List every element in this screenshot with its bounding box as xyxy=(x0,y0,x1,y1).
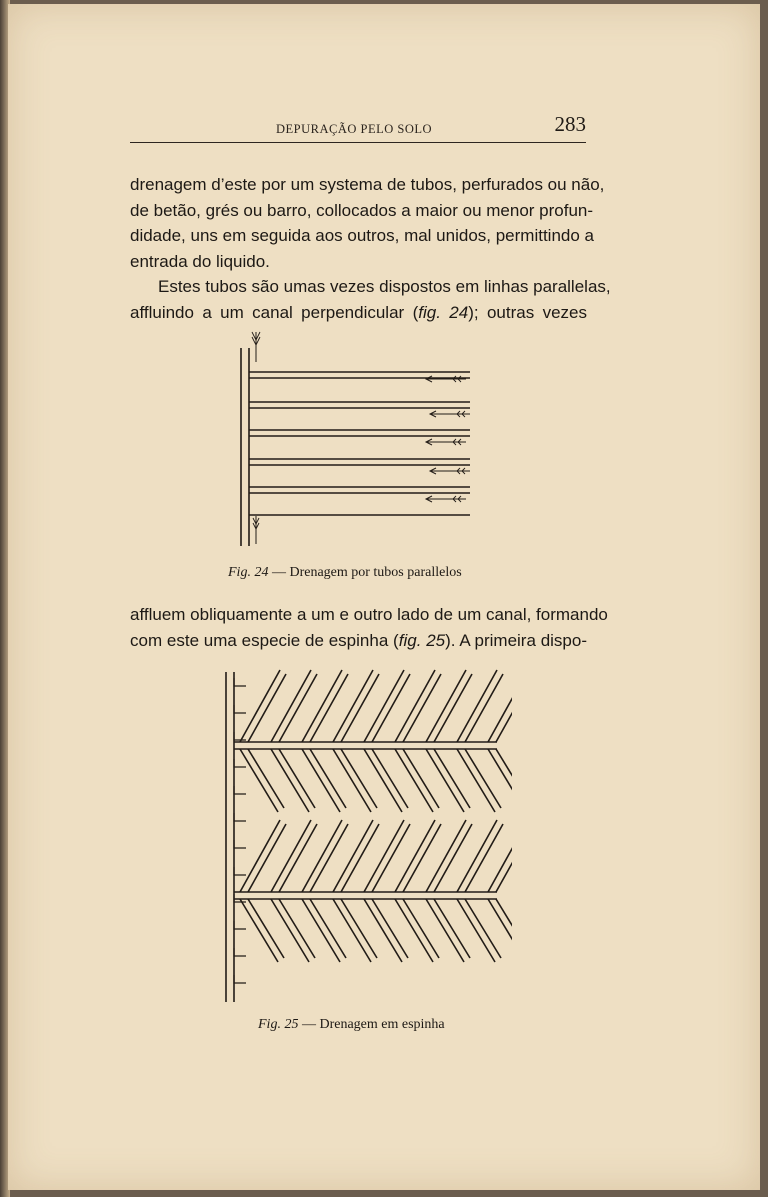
branch-drain-up xyxy=(240,820,280,892)
branch-drain-down xyxy=(465,899,501,958)
branch-drain-up xyxy=(403,674,441,742)
branch-drain-up xyxy=(496,674,512,742)
paragraph-1 xyxy=(130,172,611,326)
branch-drain-down xyxy=(341,899,377,958)
branch-drain-down xyxy=(434,749,470,808)
branch-drain-up xyxy=(302,670,342,742)
branch-drain-up xyxy=(434,824,472,892)
branch-drain-up xyxy=(426,820,466,892)
junction-stub xyxy=(234,813,246,821)
branch-drain-down xyxy=(364,899,402,962)
branch-drain-up xyxy=(333,820,373,892)
figure-25-label: Fig. 25 xyxy=(258,1017,299,1032)
junction-stub xyxy=(234,867,246,875)
running-head: DEPURAÇÃO PELO SOLO xyxy=(276,122,433,136)
branch-drain-up xyxy=(248,824,286,892)
branch-drain-up xyxy=(310,824,348,892)
branch-drain-up xyxy=(364,670,404,742)
branch-drain-down xyxy=(240,749,278,812)
text-line: didade, uns em seguida aos outros, mal unidos, permittindo a xyxy=(130,226,594,246)
branch-drain-down xyxy=(364,749,402,812)
parallel-pipe xyxy=(249,402,470,417)
branch-drain-up xyxy=(434,674,472,742)
junction-stub xyxy=(234,759,246,767)
junction-stub xyxy=(234,678,246,686)
text-line: de betão, grés ou barro, collocados a maior ou menor profun- xyxy=(130,200,594,220)
figure-24-label: Fig. 24 xyxy=(228,565,269,580)
branch-drain-down xyxy=(372,899,408,958)
branch-drain-up xyxy=(426,670,466,742)
branch-drain-down xyxy=(403,749,439,808)
text-line: affluindo a um canal perpendicular (fig. 24); outras vezes xyxy=(130,302,587,322)
branch-drain-up xyxy=(310,674,348,742)
junction-stub xyxy=(234,975,246,983)
junction-stub xyxy=(234,948,246,956)
junction-stub xyxy=(234,786,246,794)
branch-drain-up xyxy=(341,674,379,742)
branch-drain-down xyxy=(465,749,501,808)
figure-24-caption xyxy=(228,565,462,581)
branch-drain-down xyxy=(496,749,512,808)
junction-stub xyxy=(234,894,246,902)
page-header xyxy=(130,112,586,143)
branch-drain-down xyxy=(372,749,408,808)
herringbone-block xyxy=(234,670,512,812)
branch-drain-down xyxy=(310,749,346,808)
branch-drain-up xyxy=(372,824,410,892)
figure-24-parallel-drains xyxy=(236,320,476,552)
junction-stub xyxy=(234,705,246,713)
branch-drain-down xyxy=(302,749,340,812)
branch-drain-up xyxy=(364,820,404,892)
branch-drain-up xyxy=(271,820,311,892)
text-line: entrada do liquido. xyxy=(130,251,270,271)
branch-drain-down xyxy=(240,899,278,962)
branch-drain-up xyxy=(372,674,410,742)
branch-drain-down xyxy=(279,899,315,958)
branch-drain-down xyxy=(434,899,470,958)
branch-drain-down xyxy=(302,899,340,962)
parallel-pipe xyxy=(249,430,470,445)
branch-drain-down xyxy=(395,899,433,962)
branch-drain-up xyxy=(496,824,512,892)
branch-drain-down xyxy=(403,899,439,958)
junction-stub xyxy=(234,921,246,929)
parallel-pipe xyxy=(249,372,470,382)
text-line: affluem obliquamente a um e outro lado de um canal, formando xyxy=(130,605,608,624)
branch-drain-down xyxy=(457,899,495,962)
branch-drain-down xyxy=(271,899,309,962)
branch-drain-up xyxy=(302,820,342,892)
branch-drain-up xyxy=(341,824,379,892)
branch-drain-up xyxy=(403,824,441,892)
branch-drain-down xyxy=(271,749,309,812)
junction-stub xyxy=(234,840,246,848)
branch-drain-down xyxy=(395,749,433,812)
figure-25-text: — Drenagem em espinha xyxy=(298,1017,445,1032)
branch-drain-up xyxy=(248,674,286,742)
branch-drain-up xyxy=(457,820,497,892)
paragraph-2 xyxy=(130,602,608,653)
herringbone-block xyxy=(234,820,512,962)
branch-drain-up xyxy=(279,824,317,892)
text-line: com este uma especie de espinha (fig. 25). A primeira dispo- xyxy=(130,630,588,650)
page-number: 283 xyxy=(554,112,586,136)
branch-drain-down xyxy=(248,899,284,958)
branch-drain-down xyxy=(426,749,464,812)
branch-drain-down xyxy=(310,899,346,958)
figure-24-text: — Drenagem por tubos parallelos xyxy=(268,565,462,580)
branch-drain-down xyxy=(279,749,315,808)
branch-drain-up xyxy=(279,674,317,742)
branch-drain-down xyxy=(488,749,512,812)
figure-25-caption xyxy=(258,1017,445,1033)
branch-drain-up xyxy=(333,670,373,742)
branch-drain-up xyxy=(271,670,311,742)
branch-drain-up xyxy=(465,674,503,742)
branch-drain-up xyxy=(465,824,503,892)
parallel-pipe xyxy=(249,487,470,502)
branch-drain-down xyxy=(248,749,284,808)
branch-drain-down xyxy=(457,749,495,812)
figure-25-herringbone-drains xyxy=(222,666,512,1006)
branch-drain-up xyxy=(457,670,497,742)
text-line: drenagem d’este por um systema de tubos, perfurados ou não, xyxy=(130,175,605,194)
branch-drain-down xyxy=(496,899,512,958)
branch-drain-down xyxy=(333,899,371,962)
branch-drain-down xyxy=(333,749,371,812)
branch-drain-down xyxy=(341,749,377,808)
branch-drain-up xyxy=(395,820,435,892)
text-line: Estes tubos são umas vezes dispostos em linhas parallelas, xyxy=(158,277,611,297)
branch-drain-down xyxy=(488,899,512,962)
branch-drain-up xyxy=(395,670,435,742)
branch-drain-down xyxy=(426,899,464,962)
branch-drain-up xyxy=(240,670,280,742)
parallel-pipe xyxy=(249,459,470,474)
